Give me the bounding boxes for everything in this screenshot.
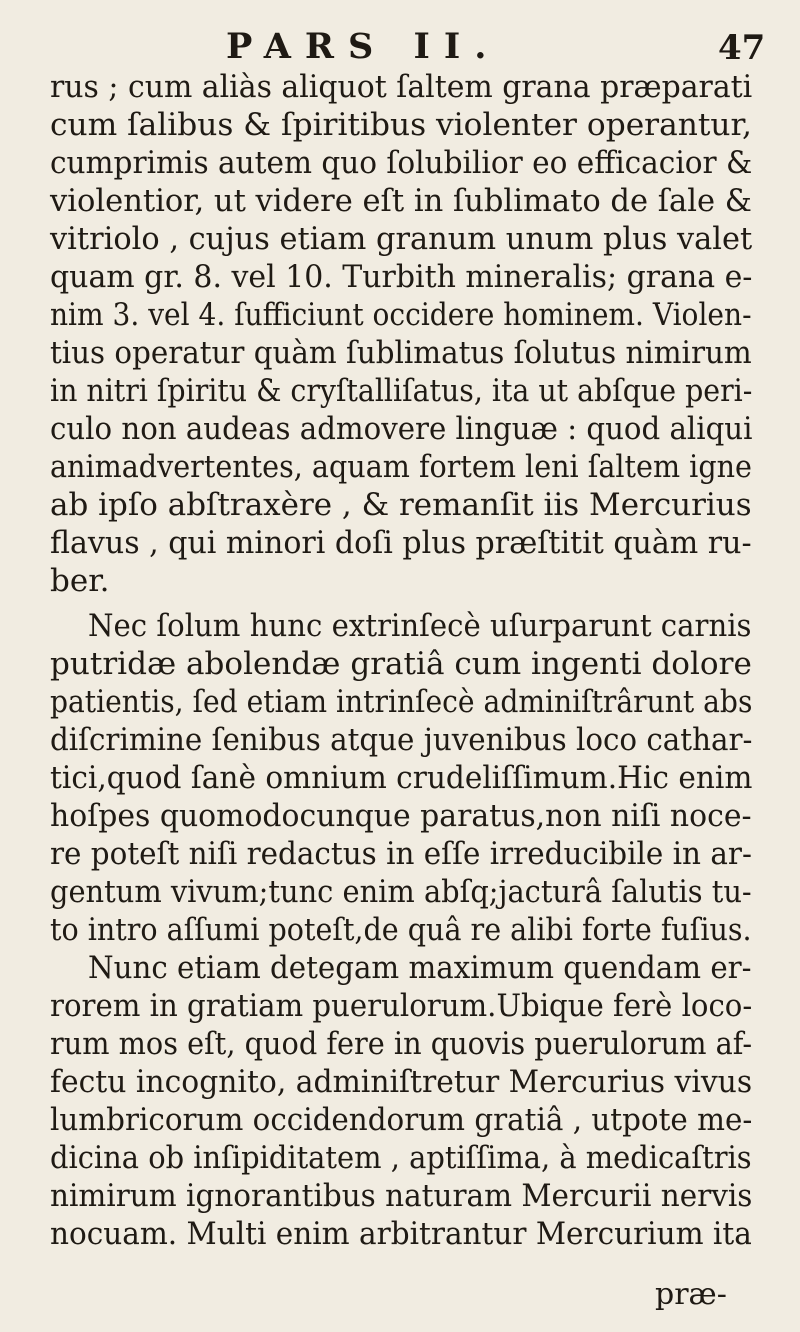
text-line: quam gr. 8. vel 10. Turbith mineralis; grana e-	[50, 259, 753, 295]
text-line: rum mos eſt, quod fere in quovis puerulorum af-	[50, 1026, 753, 1062]
text-line: Nec ſolum hunc extrinſecè uſurparunt carnis	[88, 608, 752, 644]
page-number: 47	[718, 28, 766, 68]
text-line: tius operatur quàm ſublimatus ſolutus nimirum	[50, 335, 752, 371]
text-line: re poteſt niſi redactus in eſſe irreducibile in ar-	[50, 836, 752, 872]
text-line: in nitri ſpiritu & cryſtalliſatus, ita ut abſque peri-	[50, 373, 753, 409]
text-line: Nunc etiam detegam maximum quendam er-	[88, 950, 752, 986]
text-line: to intro aſſumi poteſt,de quâ re alibi forte fuſius.	[50, 912, 752, 948]
text-line: patientis, ſed etiam intrinſecè adminiſtrârunt abs	[50, 684, 753, 720]
text-line: diſcrimine ſenibus atque juvenibus loco cathar-	[50, 722, 753, 758]
text-line: animadvertentes, aquam fortem leni ſaltem igne	[50, 449, 752, 485]
running-head: PARS II.	[226, 26, 501, 67]
text-line: lumbricorum occidendorum gratiâ , utpote me-	[50, 1102, 753, 1138]
text-line: nocuam. Multi enim arbitrantur Mercurium ita	[50, 1216, 752, 1252]
text-line: nimirum ignorantibus naturam Mercurii nervis	[50, 1178, 753, 1214]
text-line: culo non audeas admovere linguæ : quod aliqui	[50, 411, 753, 447]
text-line: tici,quod ſanè omnium crudeliſſimum.Hic enim	[50, 760, 753, 796]
page-header	[0, 26, 800, 66]
text-line: gentum vivum;tunc enim abſq;jacturâ ſalutis tu-	[50, 874, 752, 910]
text-line: ber.	[50, 563, 110, 599]
text-line: ab ipſo abſtraxère , & remanſit iis Mercurius	[50, 487, 752, 523]
text-line: nim 3. vel 4. ſufficiunt occidere hominem. Violen-	[50, 297, 752, 333]
text-line: flavus , qui minori doſi plus præſtitit quàm ru-	[50, 525, 752, 561]
text-line: cum ſalibus & ſpiritibus violenter operantur,	[50, 107, 752, 143]
text-line: violentior, ut videre eſt in ſublimato de ſale &	[50, 183, 752, 219]
text-line: hoſpes quomodocunque paratus,non niſi noce-	[50, 798, 752, 834]
text-line: dicina ob inſipiditatem , aptiſſima, à medicaſtris	[50, 1140, 752, 1176]
text-line: rorem in gratiam puerulorum.Ubique ferè loco-	[50, 988, 753, 1024]
text-line: cumprimis autem quo ſolubilior eo efficacior &	[50, 145, 753, 181]
catchword: præ-	[655, 1277, 727, 1312]
text-line: fectu incognito, adminiſtretur Mercurius vivus	[50, 1064, 753, 1100]
text-line: putridæ abolendæ gratiâ cum ingenti dolore	[50, 646, 752, 682]
text-line: rus ; cum aliàs aliquot ſaltem grana præparati	[50, 69, 753, 105]
text-line: vitriolo , cujus etiam granum unum plus valet	[50, 221, 753, 257]
